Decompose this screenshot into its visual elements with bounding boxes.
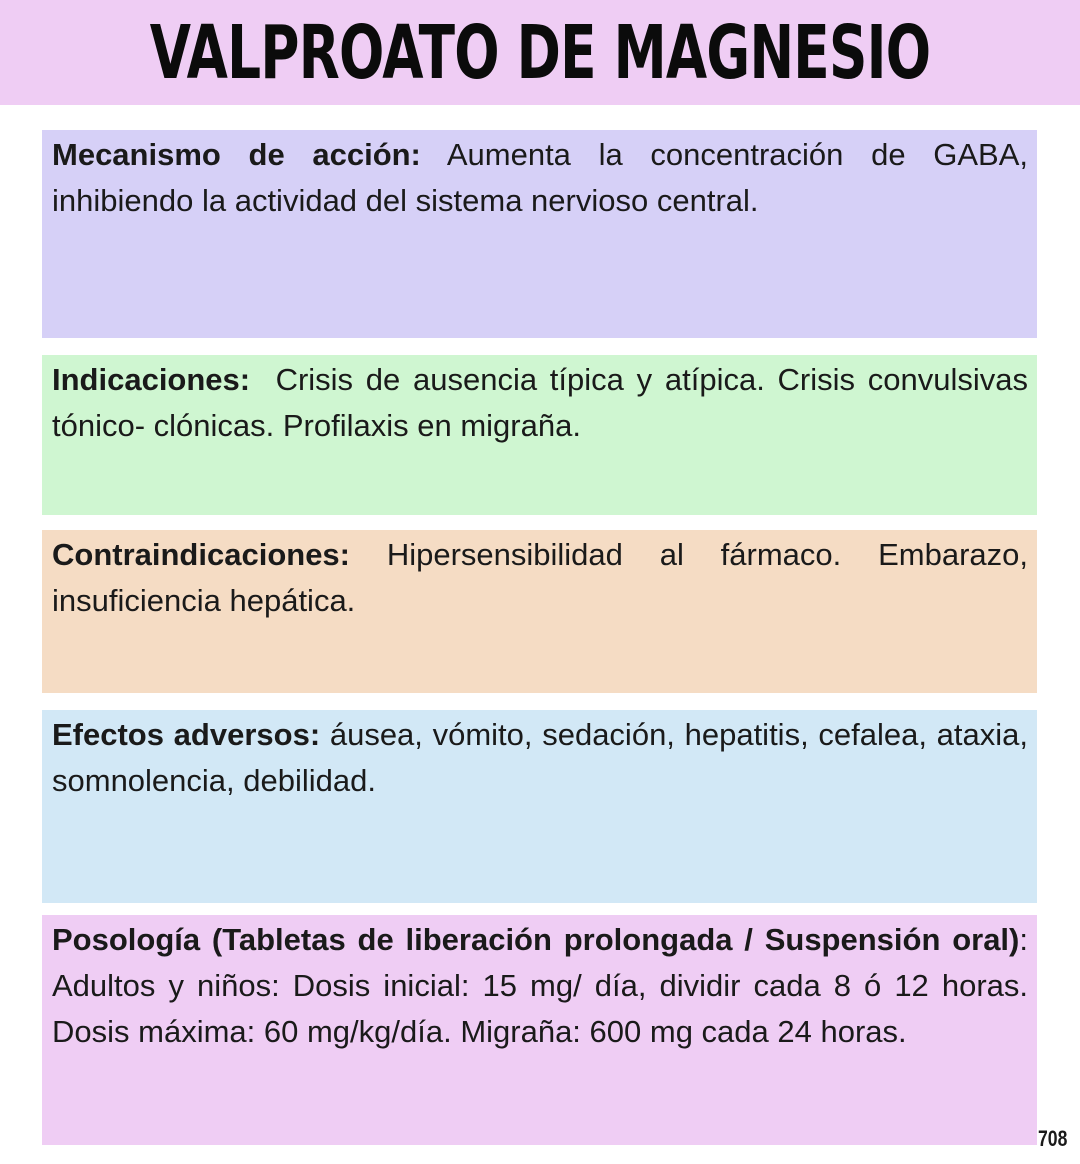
section-indications bbox=[42, 355, 1037, 515]
section-text: : Adultos y niños: Dosis inicial: 15 mg/ día, dividir cada 8 ó 12 horas. Dosis máxima: 60 mg/kg/día. Migraña: 600 mg cada 24 horas. bbox=[52, 922, 1028, 1049]
section-dosage bbox=[42, 915, 1037, 1145]
page-title: VALPROATO DE MAGNESIO bbox=[149, 9, 931, 96]
section-text: áusea, vómito, sedación, hepatitis, cefalea, ataxia, somnolencia, debilidad. bbox=[52, 717, 1028, 798]
section-adverse-effects bbox=[42, 710, 1037, 903]
section-label: Contraindicaciones: bbox=[52, 537, 350, 572]
page-number: 708 bbox=[1038, 1126, 1068, 1151]
section-text: Crisis de ausencia típica y atípica. Crisis convulsivas tónico- clónicas. Profilaxis en migraña. bbox=[52, 362, 1037, 443]
title-banner bbox=[0, 0, 1080, 105]
section-text: Hipersensibilidad al fármaco. Embarazo, insuficiencia hepática. bbox=[52, 537, 1028, 618]
section-label: Posología (Tabletas de liberación prolongada / Suspensión oral) bbox=[52, 922, 1020, 957]
section-label: Efectos adversos: bbox=[52, 717, 321, 752]
section-mechanism bbox=[42, 130, 1037, 338]
section-text: Aumenta la concentración de GABA, inhibiendo la actividad del sistema nervioso central. bbox=[52, 137, 1028, 218]
section-label: Indicaciones: bbox=[52, 362, 251, 397]
section-contraindications bbox=[42, 530, 1037, 693]
section-label: Mecanismo de acción: bbox=[52, 137, 421, 172]
